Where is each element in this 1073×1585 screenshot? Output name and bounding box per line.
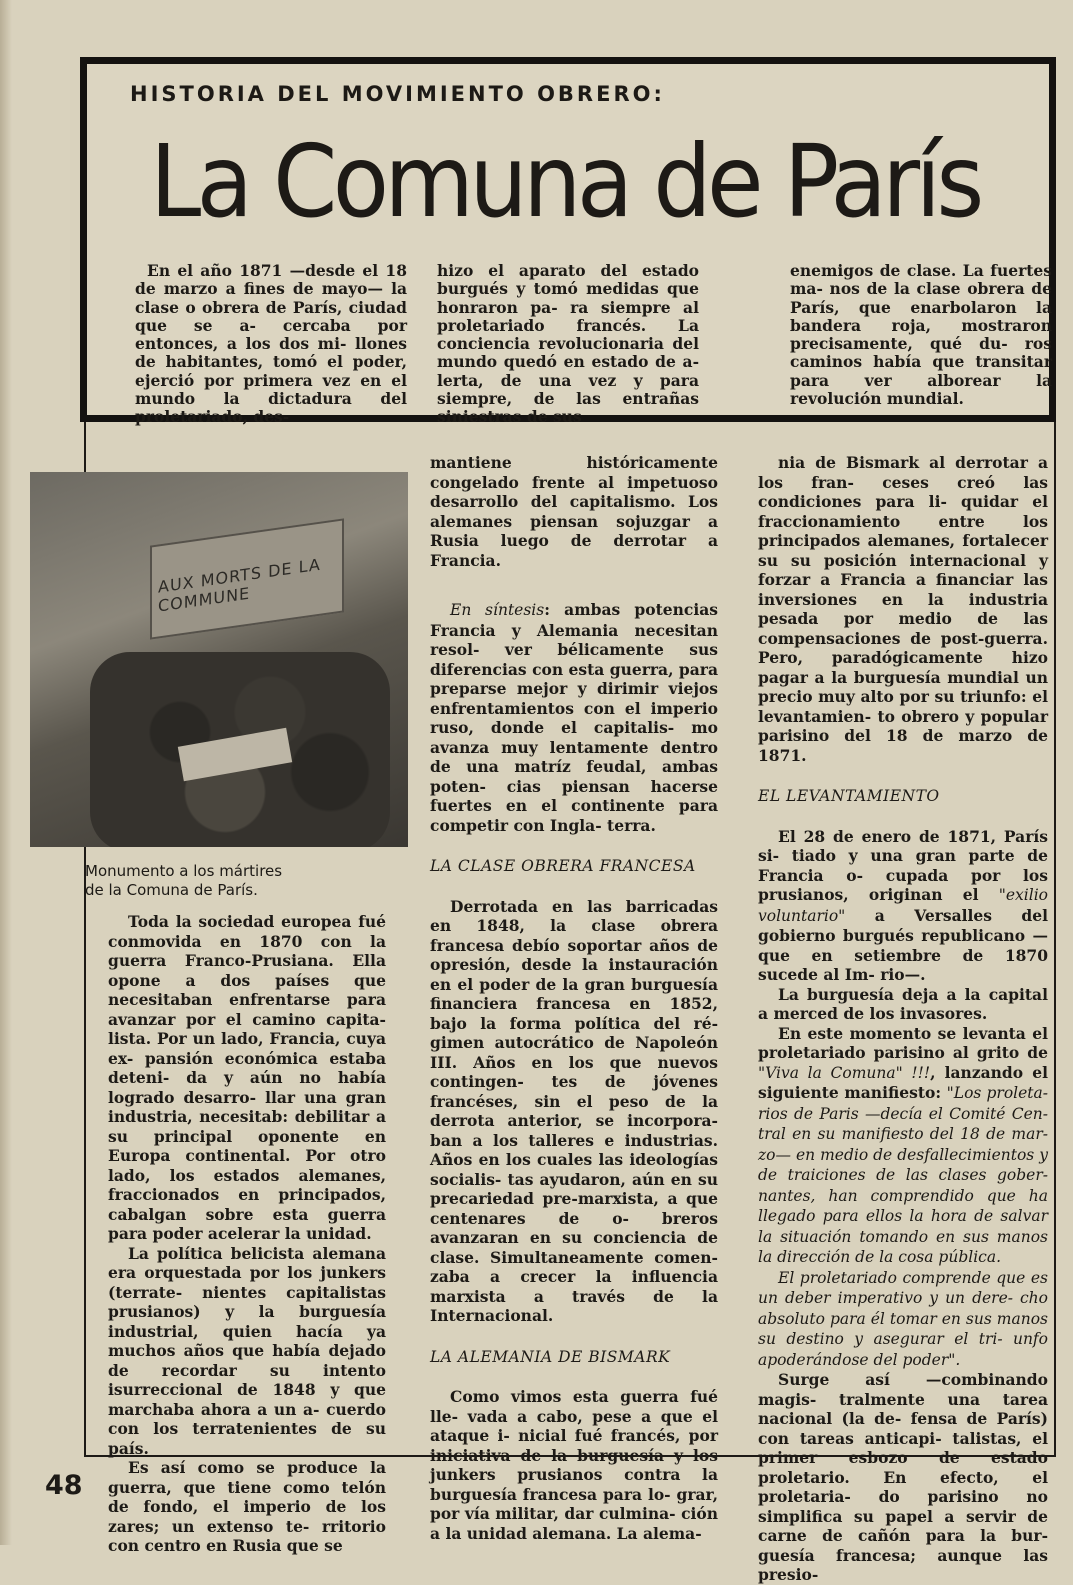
- photo-caption: [85, 862, 282, 900]
- col3-p4-italic-2: "Los proleta- rios de Paris —decía el Comité Cen- tral en su manifiesto del 18 de mar- zo— en medio de desfallecimientos y de traiciones de las clases gober- nantes, han comprendido que ha llegado para ellos la hora de salvar la situación tomando en sus manos la dirección de la cosa pública.: [758, 1084, 1049, 1266]
- page-edge: [0, 0, 12, 1545]
- monument-inscription: AUX MORTS DE LA COMMUNE: [158, 554, 321, 616]
- col3-p5-italic: El proletariado comprende que es un deber imperativo y un dere- cho absoluto para él tomar en sus manos su destino y asegurar el tri- unfo apoderándose del poder".: [758, 1268, 1048, 1369]
- intro-paragraph-3: enemigos de clase. La fuertes ma- nos de la clase obrera de París, que enarbolaron la bandera roja, mostraron precisamente, qué du- ros caminos había que transitar para ver alborear la revolución mundial.: [790, 261, 1052, 409]
- col3-p2-text-a: El 28 de enero de 1871, París si- tiado y una gran parte de Francia o- cupada por los prusianos, originan el: [758, 826, 1048, 904]
- col1-paragraph-2: La política belicista alemana era orquestada por los junkers (terrate- nientes capitalistas prusianos) y la burguesía industrial, quien hacía ya muchos años que había dejado de recordar su intento isurreccional de 1848 y que marchaba ahora a un a- cuerdo con los terratenientes de su país.: [108, 1243, 386, 1458]
- col2-paragraph-4: Como vimos esta guerra fué lle- vada a cabo, pese a que el ataque i- nicial fué francés, por iniciativa de la burguesía y los junkers prusianos contra la burguesía francesa para lo- grar, por vía militar, dar culmina- ción a la unidad alemana. La alema-: [430, 1387, 718, 1543]
- col3-paragraph-1: nia de Bismark al derrotar a los fran- ceses creó las condiciones para li- quidar el fraccionamiento entre los principados alemanes, fortalecer su su posición internacional y forzar a Francia a financiar las inversiones en la industria pesada por medio de las compensaciones de post-guerra. Pero, paradógicamente hizo pagar a la burguesía mundial un precio muy alto por su triunfo: el levantamien- to obrero y popular parisino del 18 de marzo de 1871.: [758, 453, 1048, 765]
- col3-p4-italic-1: "Viva la Comuna" !!!: [758, 1063, 931, 1082]
- col2-paragraph-2: [430, 600, 718, 835]
- intro-column-2: [437, 262, 699, 427]
- col3-p2-text-b: a Versalles del gobierno burgués republicano —que en setiembre de 1870 sucede al Im- rio—.: [758, 905, 1048, 984]
- body-column-3: [758, 453, 1048, 1585]
- col2-paragraph-3: Derrotada en las barricadas en 1848, la clase obrera francesa debío soportar años de opresión, desde la instauración en el poder de la gran burguesía financiera francesa en 1852, bajo la forma política del ré- gimen autocrático de Napoleón III. Años en los que nuevos contingen- tes de jóvenes francéses, sin el peso de la derrota anterior, se incorpora- ban a los talleres e industrias. Años en los cuales las ideologías socialis- tas ayudaron, aún en su precariedad pre-marxista, a que centenares de o- breros avanzaran en su conciencia de clase. Simultaneamente comen- zaba a crecer la influencia marxista a través de la Internacional.: [430, 896, 718, 1325]
- section-heading-levantamiento: EL LEVANTAMIENTO: [758, 787, 940, 805]
- col3-p2-italic: "exilio voluntario": [758, 886, 1048, 925]
- body-column-2: [430, 453, 718, 1543]
- intro-paragraph-1: En el año 1871 —desde el 18 de marzo a fines de mayo— la clase o obrera de París, ciudad que se a- cercaba por entonces, a los dos mi- llones de habitantes, tomó el poder, ejerció por primera vez en el mundo la dictadura del proletariado, des-: [135, 261, 407, 427]
- col2-paragraph-1: mantiene históricamente congelado frente al impetuoso desarrollo del capitalismo. Los alemanes piensan sojuzgar a Rusia luego de derrotar a Francia.: [430, 453, 718, 570]
- section-heading-alemania: LA ALEMANIA DE BISMARK: [430, 1347, 671, 1366]
- monument-photo: [30, 472, 408, 847]
- series-kicker: HISTORIA DEL MOVIMIENTO OBRERO:: [130, 82, 665, 106]
- intro-paragraph-2: hizo el aparato del estado burgués y tomó medidas que honraron pa- ra siempre al proletariado francés. La conciencia revolucionaria del mundo quedó en estado de a- lerta, de una vez y para siempre, de las entrañas siniestras de sus: [437, 261, 699, 427]
- col2-paragraph-2-text: : ambas potencias Francia y Alemania necesitan resol- ver bélicamente sus diferencias con esta guerra, para preparse mejor y dirimir viejos enfrentamientos con el imperio ruso, donde el capitalis- mo avanza muy lentamente dentro de una matríz feudal, ambas poten- cias piensan hacerse fuertes en el continente para competir con Ingla- terra.: [430, 600, 718, 835]
- col3-paragraph-4: [758, 1024, 1048, 1268]
- col3-paragraph-3: La burguesía deja a la capital a merced de los invasores.: [758, 984, 1048, 1023]
- caption-line-2: de la Comuna de París.: [85, 881, 258, 899]
- caption-line-1: Monumento a los mártires: [85, 862, 283, 880]
- col1-paragraph-1: Toda la sociedad europea fué conmovida en 1870 con la guerra Franco-Prusiana. Ella opone a dos países que necesitaban enfrentarse para avanzar por el camino capita- lista. Por un lado, Francia, cuya ex- pansión económica estaba deteni- da y aún no había logrado desarro- llar una gran industria, necesitab: debilitar a su principal oponente en Europa continental. Por otro lado, los estados alemanes, fraccionados en principados, cabalgan sobre esta guerra para poder acelerar la unidad.: [108, 912, 386, 1243]
- section-heading-clase-obrera: LA CLASE OBRERA FRANCESA: [430, 857, 696, 875]
- page-number: 48: [45, 1470, 83, 1501]
- col1-paragraph-3: Es así como se produce la guerra, que tiene como telón de fondo, el imperio de los zares; un extenso te- rritorio con centro en Rusia que se: [108, 1458, 386, 1555]
- intro-column-3: [790, 262, 1052, 408]
- col3-p4-text-a: En este momento se levanta el proletariado parisino al grito de: [758, 1023, 1048, 1062]
- col2-lead-italic: En síntesis: [450, 601, 545, 619]
- article-title: La Comuna de París: [150, 123, 980, 240]
- col3-paragraph-6: Surge así —combinando magis- tralmente una tarea nacional (la de- fensa de París) con tareas anticapi- talistas, el primer esbozo de estado proletario. En efecto, el proletaria- do parisino no simplifica su papel a servir de carne de cañón para la bur- guesía francesa; aunque las presio-: [758, 1370, 1048, 1584]
- col3-paragraph-2: [758, 827, 1048, 985]
- intro-column-1: [135, 262, 407, 427]
- body-column-1: [108, 912, 386, 1556]
- col3-paragraph-5: [758, 1268, 1048, 1371]
- col3-p4-text-b: , lanzando el siguiente manifiesto:: [758, 1062, 1048, 1102]
